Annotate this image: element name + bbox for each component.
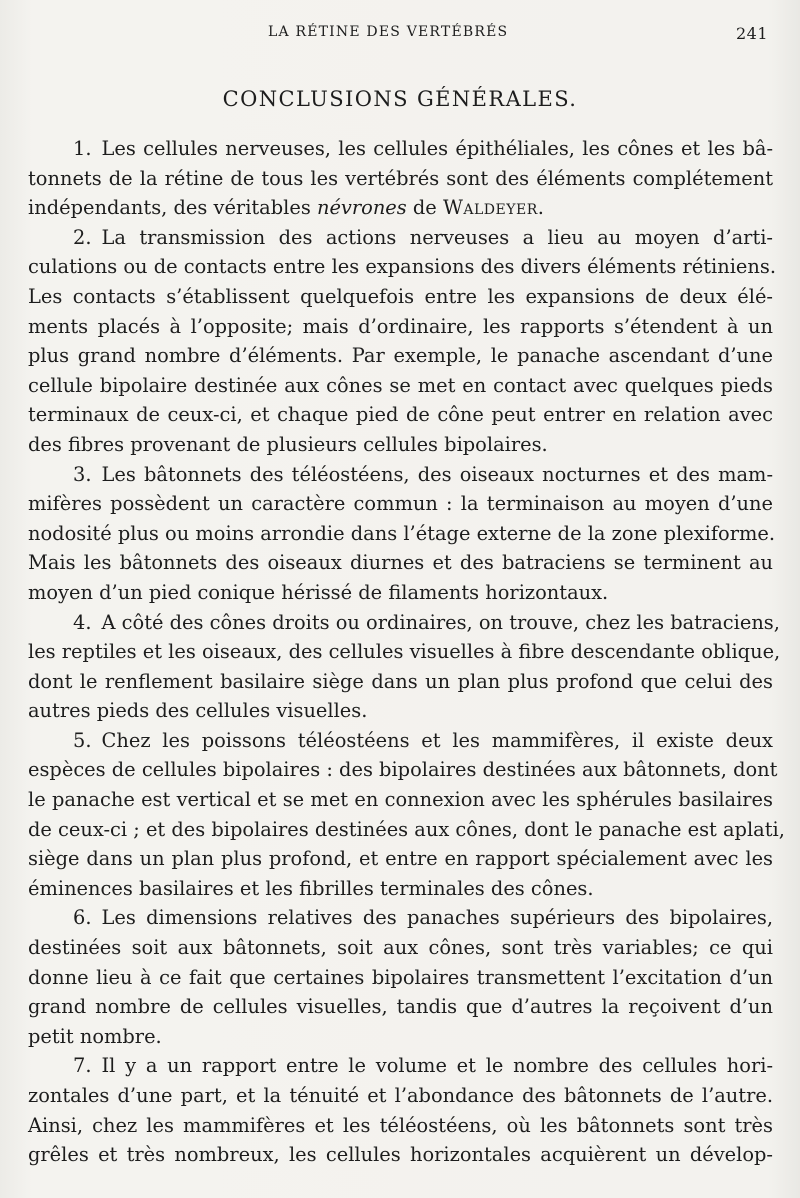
text-line bbox=[28, 785, 773, 815]
running-header bbox=[0, 24, 800, 48]
text-line bbox=[28, 460, 773, 490]
line-text: mifères possèdent un caractère commun : la terminaison au moyen d’une bbox=[28, 492, 773, 516]
line-text: petit nombre. bbox=[28, 1024, 162, 1048]
text-line bbox=[28, 578, 773, 608]
text-line bbox=[28, 252, 777, 282]
text-line bbox=[28, 1051, 773, 1081]
line-text: dont le renflement basilaire siège dans un plan plus profond que celui des bbox=[28, 669, 773, 693]
line-text: espèces de cellules bipolaires : des bipolaires destinées aux bâtonnets, dont bbox=[28, 758, 778, 782]
line-text: A côté des cônes droits ou ordinaires, on trouve, chez les batraciens, bbox=[101, 610, 780, 634]
line-text: Ainsi, chez les mammifères et les téléostéens, où les bâtonnets sont très bbox=[28, 1113, 773, 1137]
text-line bbox=[28, 667, 773, 697]
text-line bbox=[28, 341, 773, 371]
text-line bbox=[28, 903, 773, 933]
text-line bbox=[28, 1081, 773, 1111]
line-text: de bbox=[406, 196, 443, 220]
line-text: Les contacts s’établissent quelquefois entre les expansions de deux élé- bbox=[28, 284, 773, 308]
line-text: des fibres provenant de plusieurs cellules bipolaires. bbox=[28, 432, 548, 456]
line-text: cellule bipolaire destinée aux cônes se met en contact avec quelques pieds bbox=[28, 373, 773, 397]
text-line bbox=[28, 193, 773, 223]
line-text: moyen d’un pied conique hérissé de filaments horizontaux. bbox=[28, 580, 609, 604]
body-text bbox=[28, 134, 785, 1170]
line-text: Les bâtonnets des téléostéens, des oiseaux nocturnes et des mam- bbox=[101, 462, 773, 486]
line-text: indépendants, des véritables bbox=[28, 196, 317, 220]
line-text: . bbox=[537, 196, 544, 220]
text-line bbox=[28, 400, 773, 430]
page-number: 241 bbox=[735, 24, 768, 43]
paragraph-6 bbox=[28, 903, 773, 1051]
text-line bbox=[28, 815, 785, 845]
text-line bbox=[28, 282, 773, 312]
paragraph-5 bbox=[28, 726, 785, 904]
line-text: de ceux-ci ; et des bipolaires destinées aux cônes, dont le panache est aplati, bbox=[28, 817, 785, 841]
line-text: tonnets de la rétine de tous les vertébrés sont des éléments complétement bbox=[28, 166, 773, 190]
line-text: Chez les poissons téléostéens et les mammifères, il existe deux bbox=[101, 728, 773, 752]
running-title: LA RÉTINE DES VERTÉBRÉS bbox=[268, 24, 509, 40]
line-text: plus grand nombre d’éléments. Par exemple, le panache ascendant d’une bbox=[28, 344, 773, 368]
paragraph-number: 7. bbox=[73, 1054, 92, 1078]
line-text: Les dimensions relatives des panaches supérieurs des bipolaires, bbox=[101, 906, 773, 930]
text-line bbox=[28, 1111, 773, 1141]
text-line bbox=[28, 223, 773, 253]
line-text: culations ou de contacts entre les expansions des divers éléments rétiniens. bbox=[28, 255, 777, 279]
line-text: grêles et très nombreux, les cellules horizontales acquièrent un dévelop- bbox=[28, 1143, 773, 1167]
text-line bbox=[28, 608, 780, 638]
line-text: siège dans un plan plus profond, et entre en rapport spécialement avec les bbox=[28, 847, 773, 871]
text-line bbox=[28, 726, 773, 756]
paragraph-number: 5. bbox=[73, 728, 92, 752]
paragraph-1 bbox=[28, 134, 773, 223]
italic-term: névrones bbox=[316, 196, 407, 220]
line-text: La transmission des actions nerveuses a lieu au moyen d’arti- bbox=[101, 225, 773, 249]
paragraph-2 bbox=[28, 223, 777, 460]
paragraph-number: 4. bbox=[73, 610, 92, 634]
line-text: terminaux de ceux-ci, et chaque pied de cône peut entrer en relation avec bbox=[28, 403, 773, 427]
author-name: Waldeyer bbox=[442, 196, 538, 220]
paragraph-7 bbox=[28, 1051, 773, 1169]
text-line bbox=[28, 755, 778, 785]
text-line bbox=[28, 519, 776, 549]
paragraph-number: 1. bbox=[73, 137, 92, 160]
line-text: Mais les bâtonnets des oiseaux diurnes et des batraciens se terminent au bbox=[28, 551, 773, 575]
line-text: zontales d’une part, et la ténuité et l’abondance des bâtonnets de l’autre. bbox=[28, 1084, 773, 1107]
line-text: Il y a un rapport entre le volume et le nombre des cellules hori- bbox=[101, 1054, 773, 1078]
line-text: ments placés à l’opposite; mais d’ordinaire, les rapports s’étendent à un bbox=[28, 314, 773, 338]
line-text: éminences basilaires et les fibrilles terminales des cônes. bbox=[28, 876, 594, 900]
line-text: autres pieds des cellules visuelles. bbox=[28, 699, 368, 723]
line-text: nodosité plus ou moins arrondie dans l’étage externe de la zone plexiforme. bbox=[28, 521, 776, 545]
text-line bbox=[28, 992, 773, 1022]
text-line bbox=[28, 637, 781, 667]
text-line bbox=[28, 548, 773, 578]
line-text: les reptiles et les oiseaux, des cellules visuelles à fibre descendante oblique, bbox=[28, 640, 781, 664]
line-text: le panache est vertical et se met en connexion avec les sphérules basilaires bbox=[28, 788, 773, 812]
text-line bbox=[28, 371, 773, 401]
text-line bbox=[28, 1022, 773, 1052]
text-line bbox=[28, 963, 773, 993]
section-title: CONCLUSIONS GÉNÉRALES. bbox=[222, 87, 578, 111]
line-text: grand nombre de cellules visuelles, tandis que d’autres la reçoivent d’un bbox=[28, 995, 773, 1019]
text-line bbox=[28, 312, 773, 342]
text-line bbox=[28, 844, 773, 874]
line-text: Les cellules nerveuses, les cellules épithéliales, les cônes et les bâ- bbox=[101, 137, 773, 160]
paragraph-4 bbox=[28, 608, 781, 726]
text-line bbox=[28, 164, 773, 194]
text-line bbox=[28, 696, 773, 726]
paragraph-number: 6. bbox=[73, 906, 92, 930]
text-line bbox=[28, 134, 773, 164]
line-text: destinées soit aux bâtonnets, soit aux cônes, sont très variables; ce qui bbox=[28, 936, 773, 960]
paragraph-number: 3. bbox=[73, 462, 92, 486]
line-text: donne lieu à ce fait que certaines bipolaires transmettent l’excitation d’un bbox=[28, 965, 773, 989]
text-line bbox=[28, 874, 773, 904]
text-line bbox=[28, 430, 773, 460]
text-line bbox=[28, 933, 773, 963]
paragraph-number: 2. bbox=[73, 225, 92, 249]
text-line bbox=[28, 489, 773, 519]
paragraph-3 bbox=[28, 460, 776, 608]
text-line bbox=[28, 1140, 773, 1170]
